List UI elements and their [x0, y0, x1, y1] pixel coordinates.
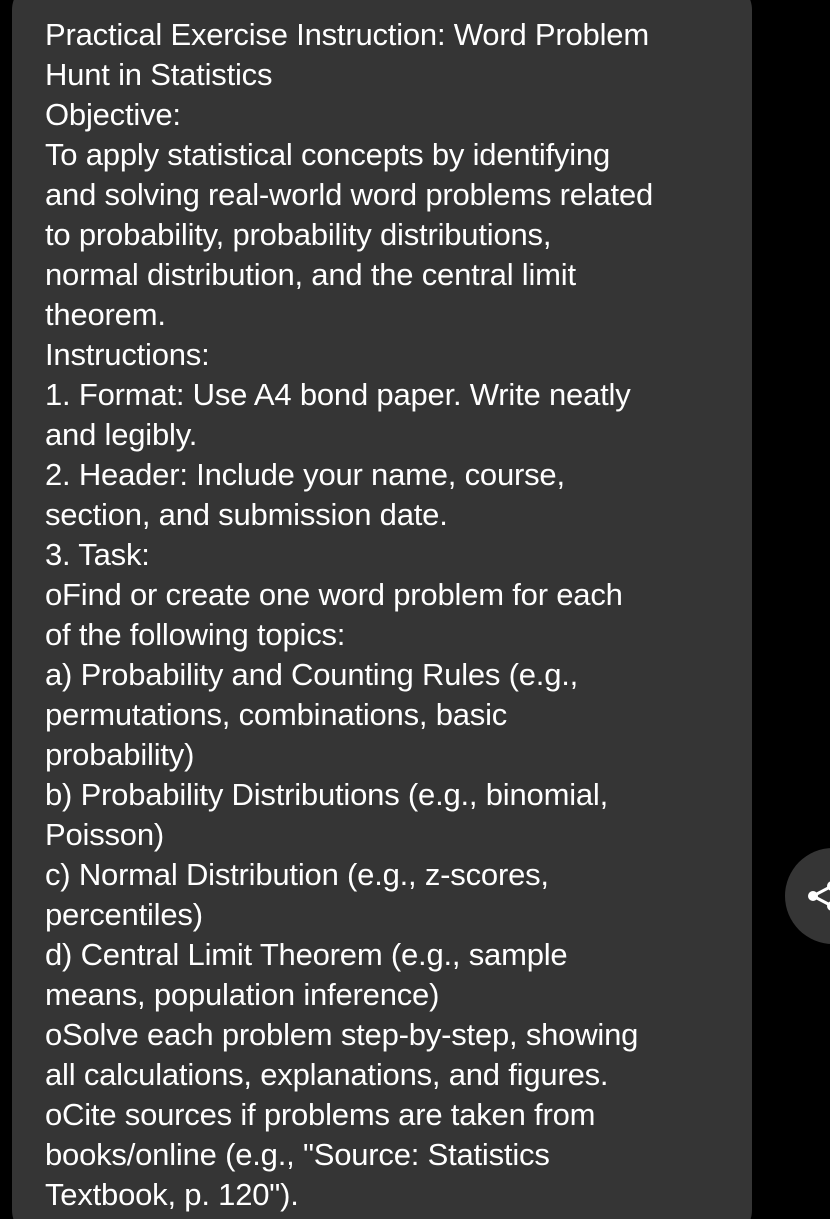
message-line: and solving real-world word problems related	[45, 177, 654, 212]
message-line: b) Probability Distributions (e.g., binomial,	[45, 777, 609, 812]
message-line: oCite sources if problems are taken from	[45, 1097, 596, 1132]
message-line: Poisson)	[45, 817, 165, 852]
message-line: books/online (e.g., "Source: Statistics	[45, 1137, 550, 1172]
message-line: percentiles)	[45, 897, 203, 932]
message-line: all calculations, explanations, and figures.	[45, 1057, 609, 1092]
message-line: to probability, probability distributions,	[45, 217, 552, 252]
message-line: a) Probability and Counting Rules (e.g.,	[45, 657, 579, 692]
message-line: means, population inference)	[45, 977, 440, 1012]
message-line: Practical Exercise Instruction: Word Problem	[45, 17, 649, 52]
message-line: 2. Header: Include your name, course,	[45, 457, 565, 492]
message-line: Instructions:	[45, 337, 210, 372]
message-line: Objective:	[45, 97, 181, 132]
message-line: normal distribution, and the central limit	[45, 257, 576, 292]
message-line: 1. Format: Use A4 bond paper. Write neatly	[45, 377, 631, 412]
message-line: oFind or create one word problem for each	[45, 577, 623, 612]
message-line: oSolve each problem step-by-step, showing	[45, 1017, 639, 1052]
message-text	[45, 15, 745, 1215]
message-line: Hunt in Statistics	[45, 57, 273, 92]
message-line: and legibly.	[45, 417, 198, 452]
message-line: 3. Task:	[45, 537, 150, 572]
message-line: permutations, combinations, basic	[45, 697, 508, 732]
message-line: Textbook, p. 120").	[45, 1177, 299, 1212]
message-line: probability)	[45, 737, 195, 772]
message-line: d) Central Limit Theorem (e.g., sample	[45, 937, 568, 972]
share-icon	[805, 878, 830, 914]
message-line: of the following topics:	[45, 617, 346, 652]
message-line: section, and submission date.	[45, 497, 448, 532]
message-line: c) Normal Distribution (e.g., z-scores,	[45, 857, 549, 892]
share-button[interactable]	[785, 848, 830, 944]
message-line: theorem.	[45, 297, 166, 332]
message-line: To apply statistical concepts by identifying	[45, 137, 611, 172]
